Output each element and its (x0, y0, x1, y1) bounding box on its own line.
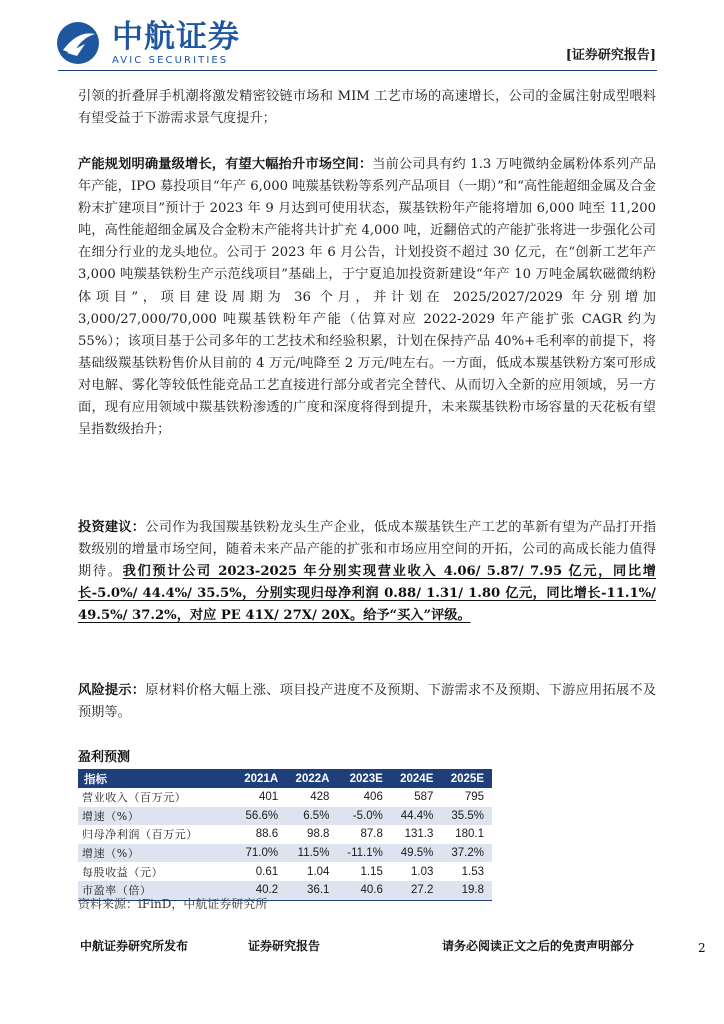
table-cell: 19.8 (441, 881, 492, 900)
table-cell: 401 (258, 791, 279, 804)
capacity-paragraph (78, 154, 656, 441)
table-header-row (78, 769, 492, 788)
table-cell: 0.61 (255, 865, 279, 878)
table-cell: 49.5% (391, 844, 442, 863)
table-row (78, 825, 492, 844)
table-cell: 40.2 (235, 881, 286, 900)
table-cell: 36.1 (286, 881, 337, 900)
header-cell: 2024E (391, 769, 442, 788)
intro-text: 引领的折叠屏手机潮将激发精密铰链市场和 MIM 工艺市场的高速增长，公司的金属注射成型喂料有望受益于下游需求景气度提升； (78, 89, 656, 127)
footer-disclaimer: 请务必阅读正文之后的免责声明部分 (442, 939, 635, 953)
row-label: 市盈率（倍） (78, 881, 235, 900)
logo-wordmark-cn: 中航证券 (112, 19, 240, 55)
header-cell: 指标 (78, 769, 235, 788)
table-cell: 587 (414, 791, 434, 804)
table-cell: 98.8 (307, 828, 330, 841)
header-divider (58, 70, 657, 71)
intro-paragraph (78, 86, 656, 130)
risk-lead: 风险提示： (78, 683, 146, 698)
table-cell: 88.6 (255, 828, 279, 841)
investment-paragraph (78, 517, 656, 627)
table-cell: 40.6 (337, 881, 390, 900)
table-cell: 44.4% (391, 807, 442, 826)
table-cell: 27.2 (391, 881, 442, 900)
table-cell: 87.8 (360, 828, 383, 841)
table-row (78, 807, 492, 826)
row-label: 增速（%） (78, 844, 235, 863)
table-cell: 35.5% (441, 807, 492, 826)
row-label: 增速（%） (78, 807, 235, 826)
header-cell: 2021A (235, 769, 286, 788)
table-cell: 6.5% (286, 807, 337, 826)
table-cell: 795 (464, 791, 484, 804)
footer-report-type: 证券研究报告 (248, 939, 321, 953)
table-cell: 1.04 (307, 865, 330, 878)
page-number: 2 (698, 941, 706, 955)
avic-logo-icon (55, 20, 101, 66)
logo-wordmark-en: AVIC SECURITIES (112, 55, 229, 66)
table-cell: 180.1 (455, 828, 484, 841)
footer-publisher: 中航证券研究所发布 (80, 939, 189, 953)
report-type-label: [证券研究报告] (565, 48, 656, 63)
risk-paragraph (78, 680, 656, 724)
table-cell: 1.53 (461, 865, 484, 878)
header-cell: 2025E (441, 769, 492, 788)
investment-lead: 投资建议： (78, 520, 146, 535)
row-label: 营业收入（百万元） (82, 791, 187, 805)
row-label: 归母净利润（百万元） (82, 828, 198, 842)
table-cell: 56.6% (235, 807, 286, 826)
table-cell: 131.3 (404, 828, 434, 841)
risk-text: 原材料价格大幅上涨、项目投产进度不及预期、下游需求不及预期、下游应用拓展不及预期等。 (78, 683, 657, 721)
table-source-note: 资料来源：iFinD，中航证券研究所 (78, 897, 268, 911)
row-label: 每股收益（元） (82, 865, 164, 879)
table-cell: 11.5% (286, 844, 337, 863)
table-title: 盈利预测 (78, 750, 131, 765)
table-cell: 1.03 (411, 865, 434, 878)
header-cell: 2023E (337, 769, 390, 788)
table-cell: 1.15 (360, 865, 383, 878)
earnings-forecast-table (78, 769, 492, 901)
table-row (78, 862, 492, 881)
table-cell: 37.2% (441, 844, 492, 863)
investment-forecast: 我们预计公司 2023-2025 年分别实现营业收入 4.06/ 5.87/ 7.95 亿元，同比增长-5.0%/ 44.4%/ 35.5%，分别实现归母净利润 0.88/ 1.31/ 1.80 亿元，同比增长-11.1%/ 49.5%/ 37.2%，对应 PE 41X/ 27X/ 20X。给予“买入”评级。 (78, 564, 656, 624)
table-row (78, 788, 492, 807)
table-row (78, 844, 492, 863)
table-cell: 428 (310, 791, 330, 804)
table-cell: -5.0% (337, 807, 390, 826)
investment-text: 公司作为我国羰基铁粉龙头生产企业，低成本羰基铁生产工艺的革新有望为产品打开指数级别的增量市场空间，随着未来产品产能的扩张和市场应用空间的开拓，公司的高成长能力值得期待。 (78, 520, 657, 580)
table-cell: 406 (363, 791, 383, 804)
table-cell: 71.0% (235, 844, 286, 863)
capacity-text: 当前公司具有约 1.3 万吨微纳金属粉体系列产品年产能，IPO 募投项目“年产 6,000 吨羰基铁粉等系列产品项目（一期）”和“高性能超细金属及合金粉末扩建项目”预计于 2023 年 9 月达到可使用状态，羰基铁粉年产能将增加 6,000 吨至 11,200 吨，高性能超细金属及合金粉末产能将共计扩充 4,000 吨，近翻倍式的产能扩张将进一步强化公司在细分行业的龙头地位。公司于 2023 年 6 月公告，计划投资不超过 30 亿元，在“创新工艺年产 3,000 吨羰基铁粉生产示范线项目”基础上，于宁夏追加投资新建设“年产 10 万吨金属软磁微纳粉体项目”，项目建设周期为 36 个月，并计划在 2025/2027/2029 年分别增加 3,000/27,000/70,000 吨羰基铁粉年产能（估算对应 2022-2029 年产能扩张 CAGR 约为 55%）；该项目基于公司多年的工艺技术和经验积累，计划在保持产品 40%+毛利率的前提下，将基础级羰基铁粉售价从目前的 4 万元/吨降至 2 万元/吨左右。一方面，低成本羰基铁粉方案可形成对电解、雾化等较低性能竞品工艺直接进行部分或者完全替代、从而切入全新的应用领域，另一方面，现有应用领域中羰基铁粉渗透的广度和深度将得到提升，未来羰基铁粉市场容量的天花板有望呈指数级抬升； (78, 157, 657, 438)
capacity-lead: 产能规划明确量级增长，有望大幅抬升市场空间： (78, 157, 373, 172)
header-cell: 2022A (286, 769, 337, 788)
table-cell: -11.1% (337, 844, 390, 863)
